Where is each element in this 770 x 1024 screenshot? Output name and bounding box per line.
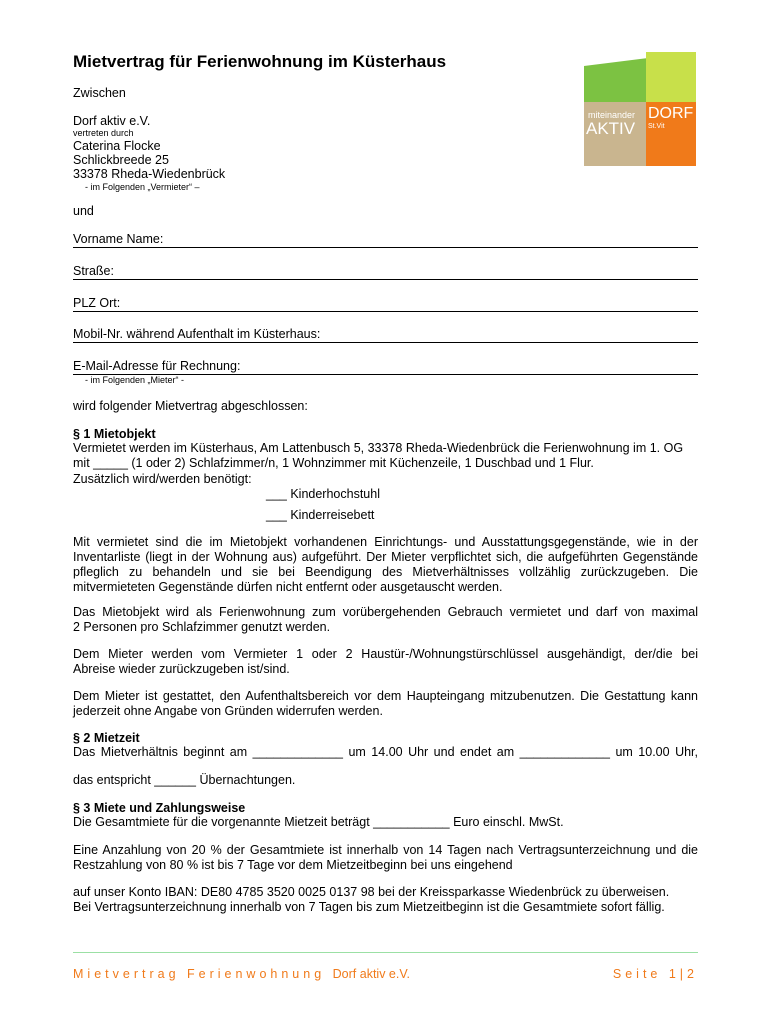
contract-intro: wird folgender Mietvertrag abgeschlossen: xyxy=(73,399,308,413)
keys-line-1: Dem Mieter werden vom Vermieter 1 oder 2 Haustür-/Wohnungstürschlüssel ausgehändigt, der/die bei xyxy=(73,647,698,661)
section-2-line-1: Das Mietverhältnis beginnt am _____________ um 14.00 Uhr und endet am _____________ um 10.00 Uhr, xyxy=(73,745,698,759)
extra-highchair: ___ Kinderhochstuhl xyxy=(266,487,380,501)
stay-line-1: Dem Mieter ist gestattet, den Aufenthaltsbereich vor dem Haupteingang mitzubenutzen. Die Gestattung kann xyxy=(73,689,698,703)
keys-paragraph xyxy=(73,647,698,677)
document-title: Mietvertrag für Ferienwohnung im Küsterhaus xyxy=(73,52,447,71)
inventory-paragraph xyxy=(73,535,698,595)
account-line-2: Bei Vertragsunterzeichnung innerhalb von 7 Tagen bis zum Mietzeitbeginn ist die Gesamtmiete sofort fällig. xyxy=(73,900,665,914)
footer-doc-title: Mietvertrag Ferienwohnung xyxy=(73,967,326,981)
section-2-line-2: das entspricht ______ Übernachtungen. xyxy=(73,773,296,787)
and-label: und xyxy=(73,204,94,218)
landlord-city: 33378 Rheda-Wiedenbrück xyxy=(73,167,226,181)
landlord-org: Dorf aktiv e.V. xyxy=(73,114,151,128)
inventory-line-1: Mit vermietet sind die im Mietobjekt vorhandenen Einrichtungs- und Ausstattungsgegenstände, wie in der xyxy=(73,535,698,549)
svg-text:St.Vit: St.Vit xyxy=(648,123,665,130)
landlord-name: Caterina Flocke xyxy=(73,139,161,153)
section-1-line-2: mit _____ (1 oder 2) Schlafzimmer/n, 1 Wohnzimmer mit Küchenzeile, 1 Duschbad und 1 Flur. xyxy=(73,456,594,470)
use-line-1: Das Mietobjekt wird als Ferienwohnung zum vorübergehenden Gebrauch vermietet und darf von maximal xyxy=(73,605,698,619)
svg-text:DORF: DORF xyxy=(648,105,694,122)
tenant-name-field[interactable]: Vorname Name: xyxy=(73,232,698,248)
extra-travel-cot: ___ Kinderreisebett xyxy=(266,508,375,522)
dorf-aktiv-logo xyxy=(584,52,696,166)
svg-text:miteinander: miteinander xyxy=(588,110,636,120)
tenant-zip-city-field[interactable]: PLZ Ort: xyxy=(73,296,698,312)
deposit-line-1: Eine Anzahlung von 20 % der Gesamtmiete ist innerhalb von 14 Tagen nach Vertragsunterzeichnung und die xyxy=(73,843,698,857)
footer-org: Dorf aktiv e.V. xyxy=(332,967,411,981)
tenant-role-note: - im Folgenden „Mieter“ - xyxy=(85,375,185,385)
extras-label: Zusätzlich wird/werden benötigt: xyxy=(73,472,252,486)
section-2-heading: § 2 Mietzeit xyxy=(73,731,140,745)
footer-divider xyxy=(73,952,698,953)
represented-by: vertreten durch xyxy=(73,128,134,138)
account-paragraph xyxy=(73,885,698,915)
svg-text:AKTIV: AKTIV xyxy=(586,119,636,138)
section-3-heading: § 3 Miete und Zahlungsweise xyxy=(73,801,246,815)
tenant-mobile-field[interactable]: Mobil-Nr. während Aufenthalt im Küsterhaus: xyxy=(73,327,698,343)
use-paragraph xyxy=(73,605,698,635)
tenant-street-field[interactable]: Straße: xyxy=(73,264,698,280)
between-label: Zwischen xyxy=(73,86,126,100)
inventory-line-2: Inventarliste (liegt in der Wohnung aus) aufgeführt. Der Mieter verpflichtet sich, die aufgeführten Gegenstände xyxy=(73,550,698,564)
landlord-role-note: - im Folgenden „Vermieter“ – xyxy=(85,182,200,192)
footer-page-number: Seite 1|2 xyxy=(612,967,698,981)
keys-line-2: Abreise wieder zurückzugeben ist/sind. xyxy=(73,662,290,676)
stay-line-2: jederzeit ohne Angabe von Gründen widerrufen werden. xyxy=(73,704,383,718)
footer-left xyxy=(73,967,410,981)
use-line-2: 2 Personen pro Schlafzimmer genutzt werden. xyxy=(73,620,331,634)
account-line-1: auf unser Konto IBAN: DE80 4785 3520 0025 0137 98 bei der Kreissparkasse Wiedenbrück zu überweisen. xyxy=(73,885,670,899)
tenant-email-field[interactable]: E-Mail-Adresse für Rechnung: xyxy=(73,359,698,375)
stay-paragraph xyxy=(73,689,698,719)
section-3-line-1: Die Gesamtmiete für die vorgenannte Mietzeit beträgt ___________ Euro einschl. MwSt. xyxy=(73,815,564,829)
deposit-paragraph xyxy=(73,843,698,873)
deposit-line-2: Restzahlung von 80 % ist bis 7 Tage vor dem Mietzeitbeginn bei uns eingehend xyxy=(73,858,513,872)
inventory-line-3: pfleglich zu behandeln und sie bei Beendigung des Mietverhältnisses vollzählig zurückzugeben. Die xyxy=(73,565,698,579)
section-1-line-1: Vermietet werden im Küsterhaus, Am Lattenbusch 5, 33378 Rheda-Wiedenbrück die Ferienwohnung im 1. OG xyxy=(73,441,684,455)
section-1-heading: § 1 Mietobjekt xyxy=(73,427,156,441)
inventory-line-4: mitvermieteten Gegenstände dürfen nicht entfernt oder ausgetauscht werden. xyxy=(73,580,503,594)
landlord-street: Schlickbreede 25 xyxy=(73,153,169,167)
